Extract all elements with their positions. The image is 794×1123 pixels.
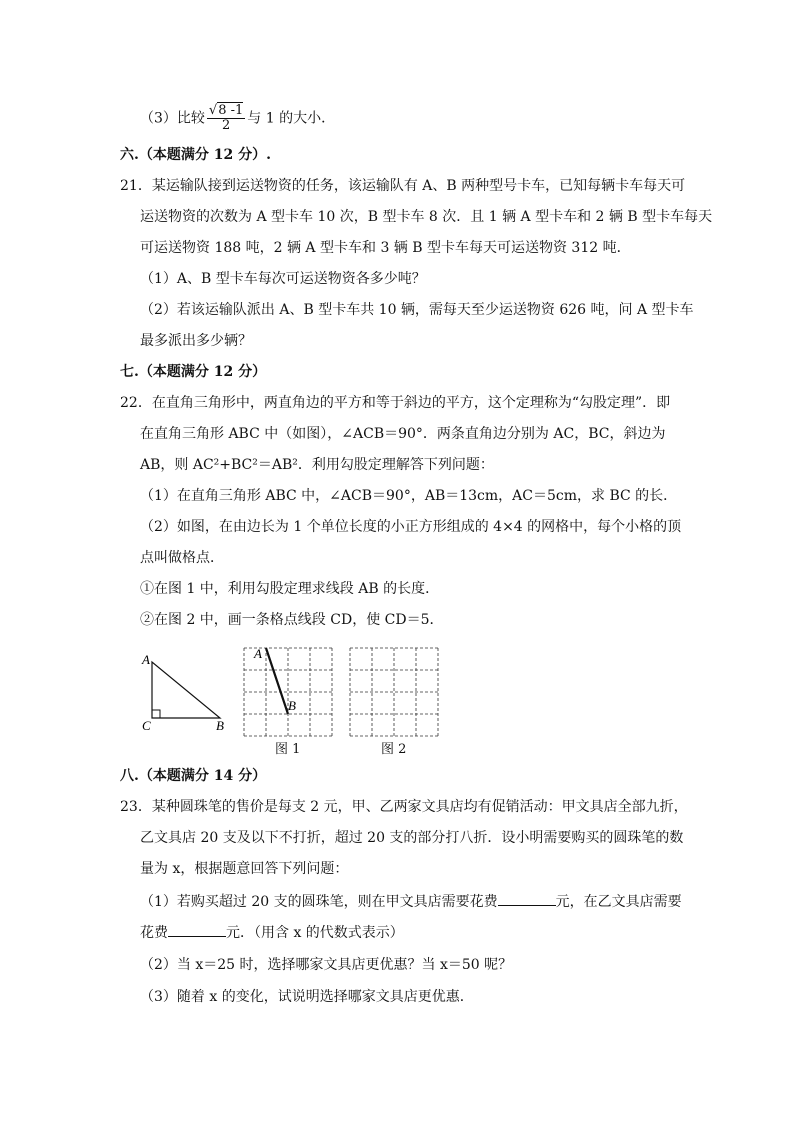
q21-line2: 运送物资的次数为 A 型卡车 10 次，B 型卡车 8 次．且 1 辆 A 型卡车和 2 辆 B 型卡车每天: [140, 209, 713, 225]
question-20-part3: [140, 104, 335, 133]
figure-1-caption: 图 1: [275, 742, 301, 757]
q23-part1b-suffix: 元．（用含 x 的代数式表示）: [226, 925, 404, 941]
q23-part1b: [140, 922, 404, 943]
q21-part2a: （2）若该运输队派出 A、B 型卡车共 10 辆，需每天至少运送物资 626 吨，问 A 型卡车: [140, 302, 694, 318]
q23-part1a: [140, 891, 682, 912]
q22-line2: 在直角三角形 ABC 中（如图），∠ACB＝90°．两条直角边分别为 AC，BC，斜边为: [140, 426, 666, 442]
q22-sub1: ①在图 1 中，利用勾股定理求线段 AB 的长度．: [140, 581, 440, 597]
triangle-shape: [152, 662, 220, 718]
q23-line1: 23．某种圆珠笔的售价是每支 2 元，甲、乙两家文具店均有促销活动：甲文具店全部九折，: [120, 799, 688, 815]
right-angle-mark: [152, 710, 160, 718]
q23-part3: （3）随着 x 的变化，试说明选择哪家文具店更优惠．: [140, 989, 474, 1005]
grid-figure-2: [348, 646, 440, 738]
fraction: [207, 104, 245, 133]
q21-part2b: 最多派出多少辆？: [140, 333, 252, 349]
q21-part1: （1）A、B 型卡车每次可运送物资各多少吨？: [140, 271, 426, 287]
sqrt-radicand: 8 -1: [218, 103, 244, 118]
part3-suffix: 与 1 的大小．: [247, 110, 336, 127]
section-6-title: 六.（本题满分 12 分）.: [120, 147, 271, 163]
triangle-label-a: A: [142, 652, 150, 667]
q23-line3: 量为 x，根据题意回答下列问题：: [140, 861, 349, 877]
segment-ab: [266, 648, 288, 714]
grid-label-a: A: [254, 646, 262, 661]
figure-2-caption: 图 2: [381, 742, 407, 757]
q22-line1: 22．在直角三角形中，两直角边的平方和等于斜边的平方，这个定理称为“勾股定理”．即: [120, 395, 671, 411]
section-7-title: 七.（本题满分 12 分）: [120, 364, 267, 380]
q21-line1: 21．某运输队接到运送物资的任务，该运输队有 A、B 两种型号卡车，已知每辆卡车每天可: [120, 178, 686, 194]
q23-part1a-prefix: （1）若购买超过 20 支的圆珠笔，则在甲文具店需要花费: [140, 894, 498, 910]
answer-blank-2[interactable]: [168, 922, 226, 937]
q23-line2: 乙文具店 20 支及以下不打折，超过 20 支的部分打八折．设小明需要购买的圆珠笔的数: [140, 830, 684, 846]
q22-part2b: 点叫做格点．: [140, 550, 224, 566]
q23-part1b-prefix: 花费: [140, 925, 168, 941]
right-triangle-figure: [138, 650, 238, 740]
q23-part1a-mid: 元，在乙文具店需要: [555, 894, 682, 910]
grid-lines-2: [350, 648, 438, 736]
q22-sub2: ②在图 2 中，画一条格点线段 CD，使 CD＝5．: [140, 612, 444, 628]
section-8-title: 八.（本题满分 14 分）: [120, 768, 267, 784]
fraction-numerator: √8 -1: [208, 103, 244, 118]
part3-prefix: （3）比较: [140, 110, 205, 127]
triangle-label-c: C: [142, 718, 151, 733]
q23-part2: （2）当 x＝25 时，选择哪家文具店更优惠？当 x＝50 呢？: [140, 957, 513, 973]
q22-line3: AB，则 AC²+BC²＝AB²．利用勾股定理解答下列问题：: [140, 457, 494, 473]
q22-part1: （1）在直角三角形 ABC 中，∠ACB＝90°，AB＝13cm，AC＝5cm，求 BC 的长．: [140, 488, 678, 504]
grid-lines-1: [244, 648, 332, 736]
answer-blank-1[interactable]: [498, 891, 556, 906]
q22-part2a: （2）如图，在由边长为 1 个单位长度的小正方形组成的 4×4 的网格中，每个小格的顶: [140, 519, 682, 535]
q21-line3: 可运送物资 188 吨，2 辆 A 型卡车和 3 辆 B 型卡车每天可运送物资 312 吨．: [140, 240, 631, 256]
grid-figure-1: [242, 646, 334, 738]
triangle-label-b: B: [216, 718, 224, 733]
grid-label-b: B: [288, 698, 296, 713]
fraction-denominator: 2: [221, 118, 231, 133]
